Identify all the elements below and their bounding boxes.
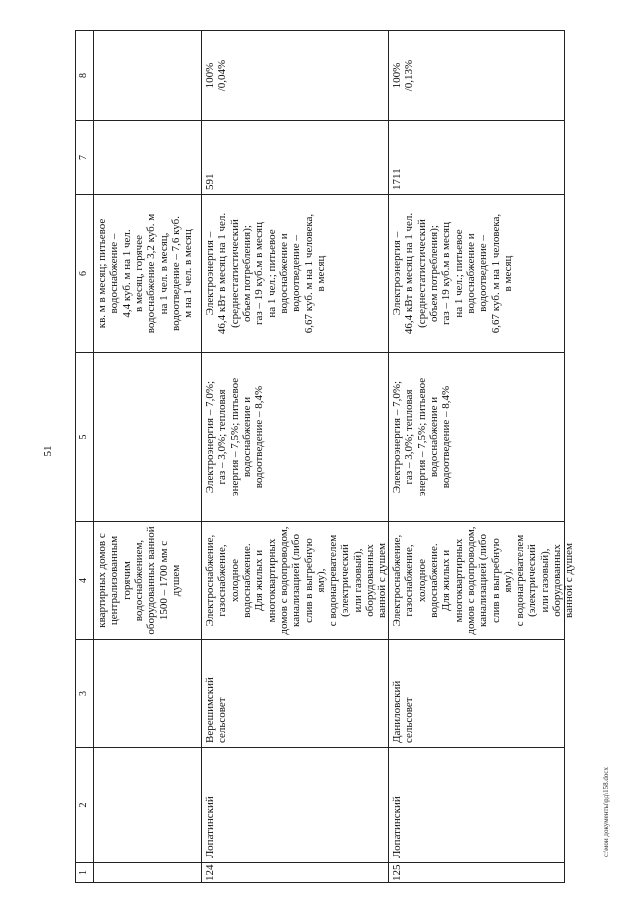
table-cell-tariff-growth: Электроэнергия – 7,0%; газ – 3,0%; тепловая энергия – 7,5%; питьевое водоснабжение и водоотведение – 8,4% [391, 377, 453, 497]
table-cell-municipality: Даниловский сельсовет [391, 680, 416, 743]
table-cell-consumption: Электроэнергия – 46,4 кВт в месяц на 1 чел. (среднестатистический объем потребления); газ – 19 куб.м в месяц на 1 чел.; питьевое водоснабжение и водоотведение – 6,67 куб. м на 1 человека, в месяц [391, 212, 514, 335]
header-col-2: 2 [78, 802, 89, 808]
grid-line [564, 30, 565, 883]
header-col-5: 5 [78, 434, 89, 440]
table-cell [94, 748, 201, 862]
table-cell [94, 31, 201, 120]
header-col-6: 6 [78, 271, 89, 276]
table-cell-share: 100% /0,04% [204, 59, 229, 92]
table-cell-consumption: Электроэнергия – 46,4 кВт в месяц на 1 чел. (среднестатистический объем потребления); газ – 19 куб.м в месяц на 1 чел.; питьевое водоснабжение и водоотведение – 6,67 куб. м на 1 человека, в месяц [204, 212, 327, 335]
table-cell-row-number: 125 [391, 864, 403, 881]
table-cell-share: 100% /0,13% [391, 59, 416, 92]
page-number: 51 [42, 445, 54, 457]
table-cell: квартирных домов с централизованным горячим водоснабжением, оборудованных ванной 1500 – 1700 мм с душем [96, 526, 182, 635]
table-cell [94, 353, 201, 521]
table-cell-row-number: 124 [204, 864, 216, 881]
grid-line [75, 882, 565, 883]
table-cell-district: Лопатинский [204, 796, 216, 858]
table-cell-tariff-growth: Электроэнергия – 7,0%; газ – 3,0%; тепловая энергия – 7,5%; питьевое водоснабжение и водоотведение – 8,4% [204, 377, 266, 497]
table-cell [94, 863, 201, 882]
table-cell [94, 121, 201, 194]
table-cell-district: Лопатинский [391, 796, 403, 858]
header-col-8: 8 [78, 73, 89, 78]
footer-path: c:\мои документы\рд\158.docx [602, 767, 610, 857]
header-col-7: 7 [78, 155, 89, 160]
data-table [75, 30, 576, 883]
table-cell-services: Электроснабжение, газоснабжение, холодное водоснабжение. Для жилых и многоквартирных домов с водопроводом, канализацией (либо слив в выгребную яму), с водонагревателем (электрический или газовый), оборудованных ванной с душем [204, 526, 389, 635]
table-cell-population: 591 [204, 173, 216, 190]
header-col-3: 3 [78, 691, 89, 696]
table-cell-services: Электроснабжение, газоснабжение, холодное водоснабжение. Для жилых и многоквартирных домов с водопроводом, канализацией (либо слив в выгребную яму), с водонагревателем (электрический или газовый), оборудованных ванной с душем [391, 526, 576, 635]
table-cell-population: 1711 [391, 168, 403, 190]
table-cell: кв. м в месяц; питьевое водоснабжение – 4,4 куб. м на 1 чел. в месяц, горячее водоснабжение 3,2 куб. м на 1 чел. в месяц, водоотведение – 7,6 куб. м на 1 чел. в месяц [96, 213, 195, 334]
header-col-1: 1 [78, 870, 89, 875]
header-col-4: 4 [78, 578, 89, 583]
table-cell-municipality: Верешимский сельсовет [204, 677, 229, 743]
table-cell [94, 640, 201, 747]
